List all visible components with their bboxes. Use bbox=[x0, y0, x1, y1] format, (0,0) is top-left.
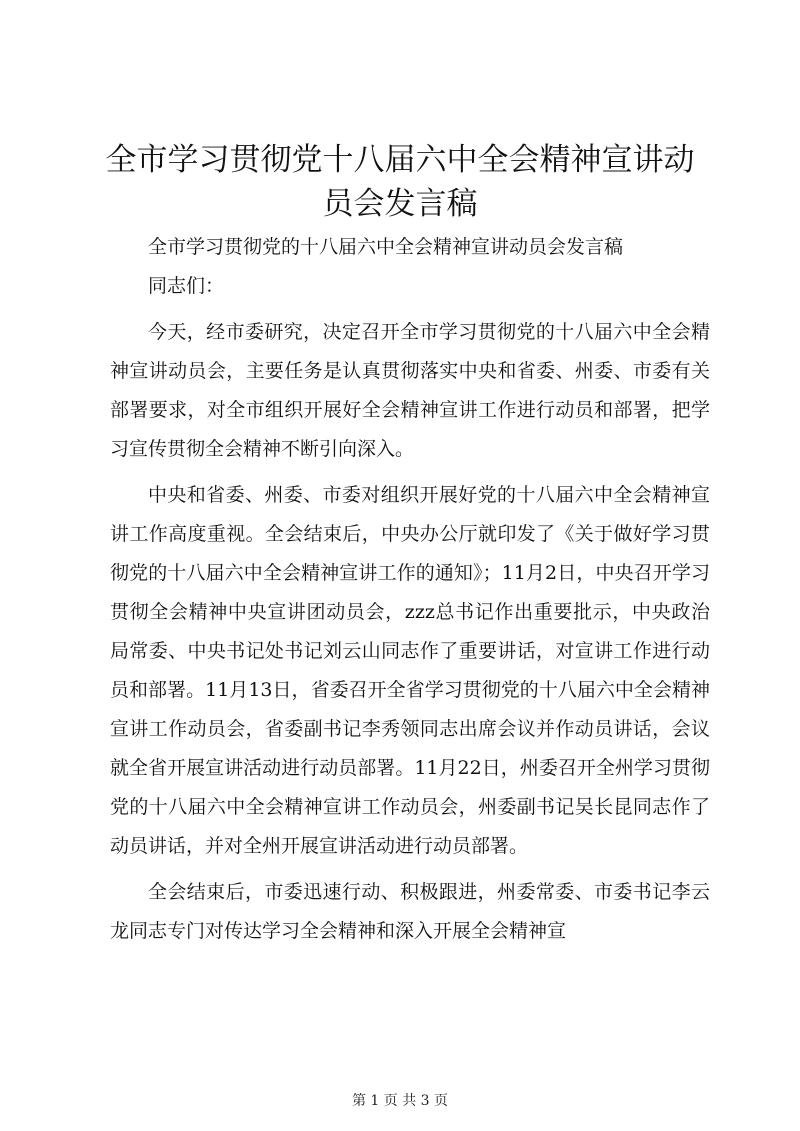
paragraph: 中央和省委、州委、市委对组织开展好党的十八届六中全会精神宣讲工作高度重视。全会结束后，中央办公厅就印发了《关于做好学习贯彻党的十八届六中全会精神宣讲工作的通知》；11月2日，中央召开学习贯彻全会精神中央宣讲团动员会，zzz总书记作出重要批示，中央政治局常委、中央书记处书记刘云山同志作了重要讲话，对宣讲工作进行动员和部署。11月13日，省委召开全省学习贯彻党的十八届六中全会精神宣讲工作动员会，省委副书记李秀领同志出席会议并作动员讲话，会议就全省开展宣讲活动进行动员部署。11月22日，州委召开全州学习贯彻党的十八届六中全会精神宣讲工作动员会，州委副书记吴长昆同志作了动员讲话，并对全州开展宣讲活动进行动员部署。 bbox=[110, 484, 710, 857]
page-footer: 第 1 页 共 3 页 bbox=[351, 1093, 449, 1109]
document-body bbox=[110, 228, 710, 958]
subtitle-line: 全市学习贯彻党的十八届六中全会精神宣讲动员会发言稿 bbox=[148, 236, 624, 258]
salutation: 同志们： bbox=[148, 275, 225, 297]
paragraph: 今天，经市委研究，决定召开全市学习贯彻党的十八届六中全会精神宣讲动员会，主要任务是认真贯彻落实中央和省委、州委、市委有关部署要求，对全市组织开展好全会精神宣讲工作进行动员和部署，把学习宣传贯彻全会精神不断引向深入。 bbox=[110, 321, 710, 460]
document-title: 全市学习贯彻党十八届六中全会精神宣讲动员会发言稿 bbox=[105, 142, 695, 222]
paragraph: 全会结束后，市委迅速行动、积极跟进，州委常委、市委书记李云龙同志专门对传达学习全会精神和深入开展全会精神宣 bbox=[110, 881, 710, 942]
